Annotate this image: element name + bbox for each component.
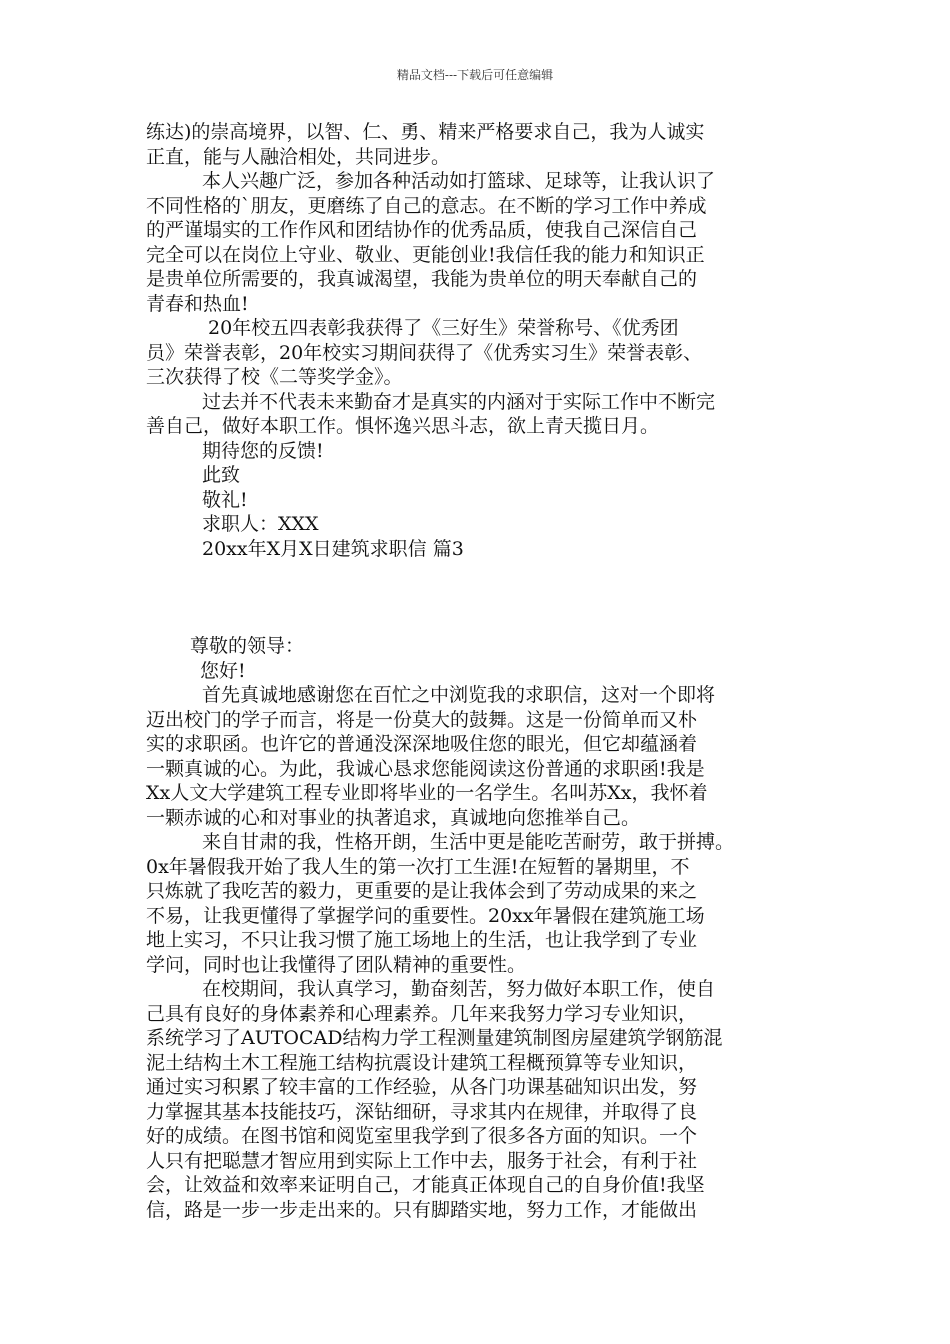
text-line: 通过实习积累了较丰富的工作经验，从各门功课基础知识出发，努: [146, 1076, 698, 1098]
date-line: 20xx年X月X日建筑求职信 篇3: [202, 537, 464, 560]
text-line: 来自甘肃的我，性格开朗，生活中更是能吃苦耐劳，敢于拼搏。: [202, 831, 735, 853]
section-1: [146, 120, 810, 561]
text-line: 首先真诚地感谢您在百忙之中浏览我的求职信，这对一个即将: [202, 684, 716, 706]
text-line: 人只有把聪慧才智应用到实际上工作中去，服务于社会，有利于社: [146, 1149, 698, 1172]
text-line: 一颗赤诚的心和对事业的执著追求，真诚地向您推举自己。: [146, 806, 641, 829]
text-line: 好的成绩。在图书馆和阅览室里我学到了很多各方面的知识。一个: [146, 1125, 698, 1147]
text-line: 正直，能与人融洽相处，共同进步。: [146, 145, 451, 168]
text-line: 完全可以在岗位上守业、敬业、更能创业!我信任我的能力和知识正: [146, 243, 705, 266]
greeting: 您好!: [200, 659, 246, 682]
letter-body: [146, 120, 810, 1222]
text-line: Xx人文大学建筑工程专业即将毕业的一名学生。名叫苏Xx，我怀着: [146, 782, 708, 804]
text-line: 己具有良好的身体素养和心理素养。几年来我努力学习专业知识，: [146, 1002, 698, 1025]
section-gap: [146, 561, 810, 634]
closing-line: 此致: [202, 464, 241, 486]
text-line: 会，让效益和效率来证明自己，才能真正体现自己的自身价值!我坚: [146, 1174, 705, 1196]
salutation: 尊敬的领导：: [190, 635, 305, 657]
text-line: 三次获得了校《二等奖学金》。: [146, 366, 403, 388]
text-line: 员》荣誉表彰，20年校实习期间获得了《优秀实习生》荣誉表彰、: [146, 341, 703, 364]
text-line: 一颗真诚的心。为此，我诚心恳求您能阅读这份普通的求职函!我是: [146, 757, 705, 780]
text-line: 本人兴趣广泛，参加各种活动如打篮球、足球等，让我认识了: [202, 170, 716, 192]
text-line: 实的求职函。也许它的普通没深深地吸住您的眼光，但它却蕴涵着: [146, 733, 698, 755]
text-line: 泥土结构土木工程施工结构抗震设计建筑工程概预算等专业知识，: [146, 1051, 698, 1074]
text-line: 迈出校门的学子而言，将是一份莫大的鼓舞。这是一份简单而又朴: [146, 708, 698, 731]
text-line: 系统学习了AUTOCAD结构力学工程测量建筑制图房屋建筑学钢筋混: [146, 1027, 723, 1049]
text-line: 在校期间，我认真学习，勤奋刻苦，努力做好本职工作，使自: [202, 978, 716, 1000]
text-line: 是贵单位所需要的，我真诚渴望，我能为贵单位的明天奉献自己的: [146, 268, 698, 290]
text-line: 青春和热血!: [146, 292, 249, 315]
text-line: 0x年暑假我开始了我人生的第一次打工生涯!在短暂的暑期里，不: [146, 855, 690, 878]
text-line: 的严谨塌实的工作作风和团结协作的优秀品质，使我自己深信自己: [146, 219, 698, 241]
closing-line: 期待您的反馈!: [202, 439, 324, 462]
page-header: 精品文档---下载后可任意编辑: [396, 68, 554, 82]
text-line: 练达)的崇高境界，以智、仁、勇、精来严格要求自己，我为人诚实: [146, 121, 705, 143]
text-line: 善自己，做好本职工作。惧怀逸兴思斗志，欲上青天揽日月。: [146, 415, 660, 437]
text-line: 不同性格的`朋友，更磨练了自己的意志。在不断的学习工作中养成: [146, 194, 707, 217]
text-line: 学问，同时也让我懂得了团队精神的重要性。: [146, 953, 527, 976]
text-line: 地上实习，不只让我习惯了施工场地上的生活，也让我学到了专业: [146, 929, 698, 951]
signature-line: 求职人：XXX: [202, 513, 319, 535]
text-line: 只炼就了我吃苦的毅力，更重要的是让我体会到了劳动成果的来之: [146, 880, 698, 902]
closing-line: 敬礼!: [202, 488, 248, 511]
section-2: [146, 634, 810, 1222]
text-line: 力掌握其基本技能技巧，深钻细研，寻求其内在规律，并取得了良: [146, 1100, 698, 1123]
text-line: 信，路是一步一步走出来的。只有脚踏实地，努力工作，才能做出: [146, 1198, 698, 1221]
text-line: 不易，让我更懂得了掌握学问的重要性。20xx年暑假在建筑施工场: [146, 904, 705, 927]
text-line: 20年校五四表彰我获得了《三好生》荣誉称号、《优秀团: [208, 317, 679, 339]
text-line: 过去并不代表未来勤奋才是真实的内涵对于实际工作中不断完: [202, 390, 716, 413]
